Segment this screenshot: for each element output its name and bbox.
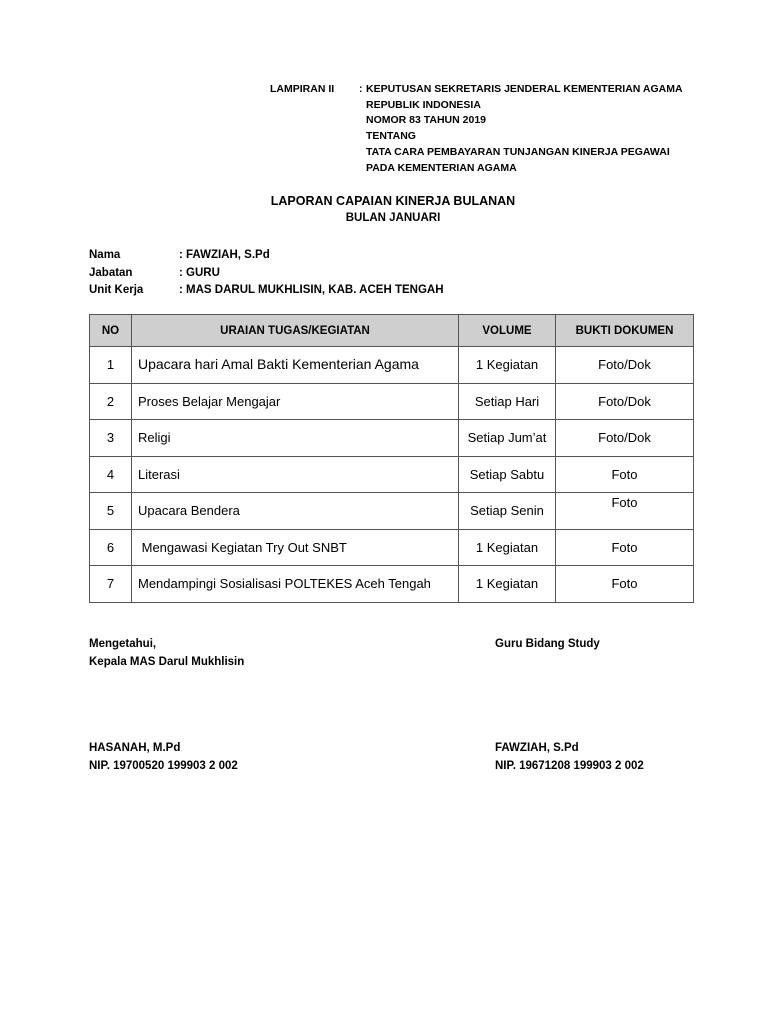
cell-volume: 1 Kegiatan [459, 566, 556, 603]
cell-bukti [556, 493, 694, 530]
cell-bukti: Foto [556, 529, 694, 566]
sign-right-nip: NIP. 19671208 199903 2 002 [495, 760, 644, 772]
lampiran-separator: : [359, 83, 363, 95]
cell-volume: Setiap Sabtu [459, 456, 556, 493]
cell-no: 7 [90, 566, 132, 603]
cell-volume: Setiap Hari [459, 383, 556, 420]
cell-bukti: Foto [556, 566, 694, 603]
cell-no: 4 [90, 456, 132, 493]
sign-left-heading: Mengetahui, [89, 638, 157, 650]
header-no: NO [90, 315, 132, 347]
table-row [90, 493, 694, 530]
cell-volume: 1 Kegiatan [459, 529, 556, 566]
lampiran-label: LAMPIRAN II [270, 83, 335, 95]
report-title-block [0, 193, 768, 227]
identity-value: : MAS DARUL MUKHLISIN, KAB. ACEH TENGAH [179, 284, 444, 296]
lampiran-line: TENTANG [366, 130, 416, 143]
lampiran-lines [366, 82, 683, 176]
cell-task: Upacara hari Amal Bakti Kementerian Agama [132, 347, 459, 384]
cell-bukti-text: Foto [611, 495, 638, 511]
cell-no: 6 [90, 529, 132, 566]
cell-task: Upacara Bendera [132, 493, 459, 530]
sign-right-name: FAWZIAH, S.Pd [495, 742, 579, 754]
header-task: URAIAN TUGAS/KEGIATAN [132, 315, 459, 347]
cell-no: 3 [90, 420, 132, 457]
table-row [90, 347, 694, 384]
cell-bukti: Foto/Dok [556, 383, 694, 420]
header-bukti: BUKTI DOKUMEN [556, 315, 694, 347]
identity-label: Unit Kerja [89, 284, 144, 296]
lampiran-line: REPUBLIK INDONESIA [366, 98, 481, 111]
lampiran-line: NOMOR 83 TAHUN 2019 [366, 114, 487, 127]
cell-task: Proses Belajar Mengajar [132, 383, 459, 420]
lampiran-line: KEPUTUSAN SEKRETARIS JENDERAL KEMENTERIAN AGAMA [366, 83, 683, 95]
table-row [90, 383, 694, 420]
cell-no: 5 [90, 493, 132, 530]
cell-task: Religi [132, 420, 459, 457]
cell-no: 2 [90, 383, 132, 420]
sign-left-name: HASANAH, M.Pd [89, 742, 181, 754]
header-volume: VOLUME [459, 315, 556, 347]
table-row [90, 566, 694, 603]
cell-bukti: Foto/Dok [556, 420, 694, 457]
cell-bukti: Foto/Dok [556, 347, 694, 384]
sign-right-heading: Guru Bidang Study [495, 638, 600, 650]
identity-label: Nama [89, 249, 121, 261]
identity-label: Jabatan [89, 266, 133, 279]
table-header-row [90, 315, 694, 347]
table-row [90, 456, 694, 493]
table-row [90, 529, 694, 566]
report-title: LAPORAN CAPAIAN KINERJA BULANAN [270, 194, 516, 208]
table-row [90, 420, 694, 457]
lampiran-line: PADA KEMENTERIAN AGAMA [366, 161, 517, 174]
cell-volume: Setiap Senin [459, 493, 556, 530]
sign-left-nip: NIP. 19700520 199903 2 002 [89, 760, 238, 772]
identity-value: : GURU [179, 266, 220, 279]
cell-task: Mengawasi Kegiatan Try Out SNBT [132, 529, 459, 566]
cell-volume: 1 Kegiatan [459, 347, 556, 384]
cell-task: Literasi [132, 456, 459, 493]
identity-value: : FAWZIAH, S.Pd [179, 249, 270, 261]
cell-task: Mendampingi Sosialisasi POLTEKES Aceh Tengah [132, 566, 459, 603]
sign-left-position: Kepala MAS Darul Mukhlisin [89, 656, 245, 668]
lampiran-line: TATA CARA PEMBAYARAN TUNJANGAN KINERJA PEGAWAI [366, 145, 670, 158]
report-subtitle: BULAN JANUARI [345, 212, 441, 224]
report-table [89, 314, 694, 603]
cell-no: 1 [90, 347, 132, 384]
cell-volume: Setiap Jum’at [459, 420, 556, 457]
cell-bukti: Foto [556, 456, 694, 493]
